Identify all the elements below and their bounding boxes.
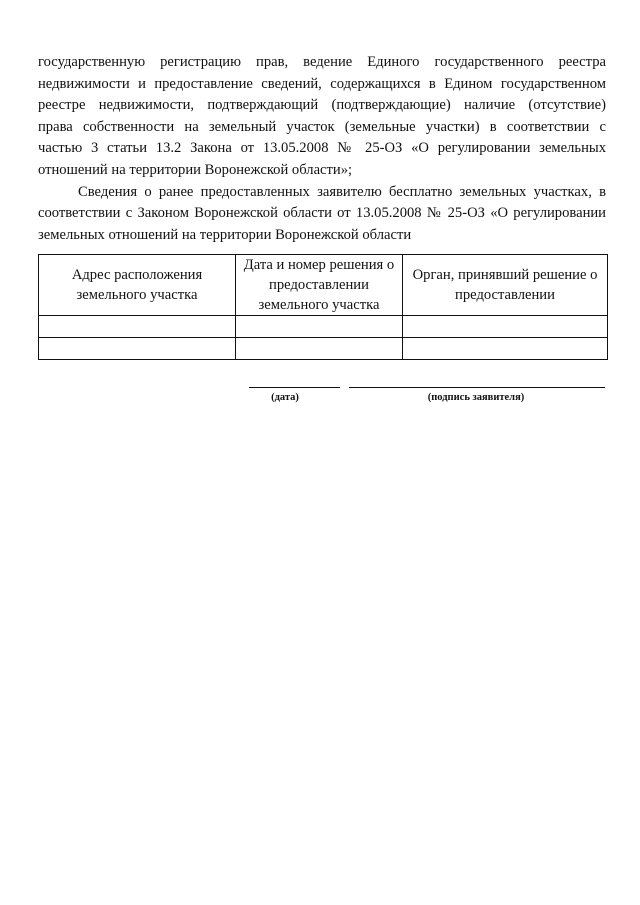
table-cell[interactable] [39,316,236,338]
date-label: (дата) [271,392,299,403]
signature-label: (подпись заявителя) [427,392,525,403]
text-line: соответствии с Законом Воронежской области от 13.05.2008 № 25-ОЗ «О регулировании [38,205,606,222]
text-line: отношений на территории Воронежской области»; [38,161,353,178]
table-cell[interactable] [39,338,236,360]
text-line: государственную регистрацию прав, ведение Единого государственного реестра [38,54,606,70]
text-line: права собственности на земельный участок (земельные участки) в соответствии с [38,118,606,135]
paragraph-registry [38,52,606,182]
text-line: частью 3 статьи 13.2 Закона от 13.05.2008 № 25-ОЗ «О регулировании земельных [38,140,606,157]
column-header-address: Адрес расположения земельного участка [39,255,236,316]
column-header-decision: Дата и номер решения о предоставлении земельного участка [236,255,403,316]
table-row [39,338,608,360]
table-cell[interactable] [403,338,608,360]
table-header-row [39,255,608,316]
text-line: Сведения о ранее предоставленных заявителю бесплатно земельных участках, в [78,183,606,200]
signature-line[interactable] [349,387,605,388]
date-line[interactable] [249,387,340,388]
text-line: реестре недвижимости, подтверждающий (подтверждающие) наличие (отсутствие) [38,97,606,114]
text-line: недвижимости и предоставление сведений, содержащихся в Едином государственном [38,75,606,92]
table-row [39,316,608,338]
document-body [38,52,606,246]
paragraph-land-info [38,182,606,247]
table-cell[interactable] [403,316,608,338]
land-plots-table [38,254,608,360]
table-cell[interactable] [236,316,403,338]
column-header-authority: Орган, принявший решение о предоставлении [403,255,608,316]
table-cell[interactable] [236,338,403,360]
text-line: земельных отношений на территории Воронежской области [38,226,412,243]
